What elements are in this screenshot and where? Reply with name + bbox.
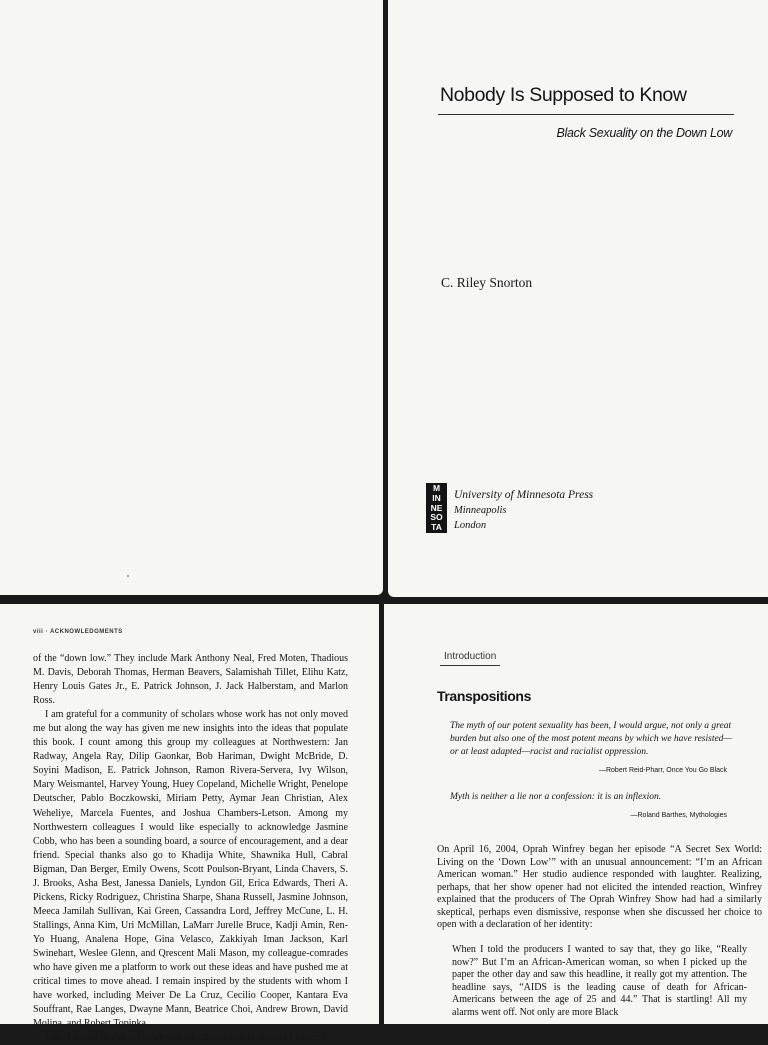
book-title: Nobody Is Supposed to Know bbox=[440, 84, 687, 106]
paragraph: of the “down low.” They include Mark Anthony Neal, Fred Moten, Thadious M. Davis, Deborah Thomas, Herman Beavers, Salamishah Tillet, Elihu Katz, Henry Louis Gates Jr., E. Patrick Johnson, J. Jack Halberstam, and Marlon Ross. bbox=[33, 653, 348, 707]
chapter-title: Transpositions bbox=[437, 688, 531, 704]
chapter-rule bbox=[440, 665, 500, 666]
epigraph: The myth of our potent sexuality has been, I would argue, not only a great burden but also one of the most potent means by which we have resisted—or at least adapted—racist and racialist oppression. bbox=[450, 721, 732, 757]
logo-line: TA bbox=[431, 522, 442, 533]
publisher-name: University of Minnesota Press bbox=[454, 489, 594, 501]
publisher-city: Minneapolis bbox=[454, 505, 507, 516]
logo-line: IN bbox=[432, 492, 441, 503]
logo-line: NE bbox=[430, 502, 443, 513]
block-quote: When I told the producers I wanted to say that, they go like, “Really now?” But I’m an African-American woman, so when I picked up the paper the other day and saw this headline, it really got my attention. The headline says, “AIDS is the leading cause of death for African-Americans between the age of 25 and 44.” That is startling! All my alarms went off. Not only are more Black bbox=[452, 944, 747, 1018]
acknowledgments-text bbox=[33, 652, 348, 1045]
chapter-label: Introduction bbox=[444, 651, 497, 662]
publisher-city: London bbox=[454, 520, 487, 531]
logo-line: M bbox=[432, 483, 441, 493]
blank-page bbox=[0, 0, 383, 595]
logo-line: SO bbox=[430, 512, 443, 523]
book-author: C. Riley Snorton bbox=[441, 275, 533, 290]
speck bbox=[127, 575, 129, 577]
epigraph: Myth is neither a lie nor a confession: it is an inflexion. bbox=[450, 792, 662, 802]
title-rule bbox=[438, 114, 734, 115]
body-text: On April 16, 2004, Oprah Winfrey began her episode “A Secret Sex World: Living on the ‘Down Low’” with an unusual announcement: “I’m an African American woman.” Her studio audience responded with laughter. Realizing, perhaps, that her show opener had not elicited the intended reaction, Winfrey explained that the producers of The Oprah Winfrey Show had had a similarly skeptical, perhaps even dismissive, response when she discussed her choice to open with a declaration of her identity: bbox=[437, 844, 762, 930]
epigraph-attribution: —Roland Barthes, Mythologies bbox=[630, 812, 727, 819]
running-head: viii · ACKNOWLEDGMENTS bbox=[33, 629, 123, 635]
publisher-logo bbox=[426, 483, 447, 533]
book-subtitle: Black Sexuality on the Down Low bbox=[556, 126, 732, 140]
paragraph: Last, I would like to acknowledge my chosen family, many of whom I bbox=[45, 1032, 326, 1044]
publisher-block bbox=[454, 488, 593, 533]
paragraph: I am grateful for a community of scholars whose work has not only moved me but along the way has given me new insights into the ideas that populate this book. I count among this group my colleagues at Northwestern: Jan Radway, Angela Ray, Dilip Gaonkar, Bob Hariman, Dwight McBride, D. Soyini Madison, E. Patrick Johnson, Ramon Rivera-Servera, Ivy Wilson, Mary Weismantel, Harvey Young, Huey Copeland, Michelle Wright, Penelope Deutscher, Pablo Boczkowski, Miriam Petty, Aymar Jean Christian, Alex Weheliye, Marcela Fuentes, and Joshua Chambers-Letson. Among my Northwestern colleagues I would like especially to acknowledge Jasmine Cobb, who has been a sounding board, a source of encouragement, and a dear friend. Special thanks also go to Khadija White, Shawnika Hull, Cabral Bigman, Dan Berger, Emily Owens, Scott Poulson-Bryant, Linda Chavers, S. J. Brooks, Asha Best, Janessa Daniels, Lyndon Gil, Erica Edwards, Theri A. Pickens, Ricky Rodriguez, Christina Sharpe, Shana Russell, Jasmine Johnson, Meeca Jamilah Sullivan, Kai Green, Cassandra Lord, Jeffrey McCune, L. H. Stallings, Anna Kim, Uri McMillan, LaMarr Jurelle Bruce, Kadji Amin, Ren-Yo Huang, Analena Hope, Gina Velasco, Zakkiyah Iman Jackson, Karl Swinehart, Weslee Glenn, and Qrescent Mali Mason, my colleague-comrades who have given me a platform to work out these ideas and have pushed me at critical times to move ahead. I remain inspired by the students with whom I have worked, including Meiver De La Cruz, Cecilio Cooper, Kantara Eva Souffrant, Rae Langes, Dwayne Mann, Beatrice Choi, Andrew Brown, David Molina, and Robert Topinka. bbox=[33, 709, 348, 1030]
epigraph-attribution: —Robert Reid-Pharr, Once You Go Black bbox=[598, 767, 727, 774]
